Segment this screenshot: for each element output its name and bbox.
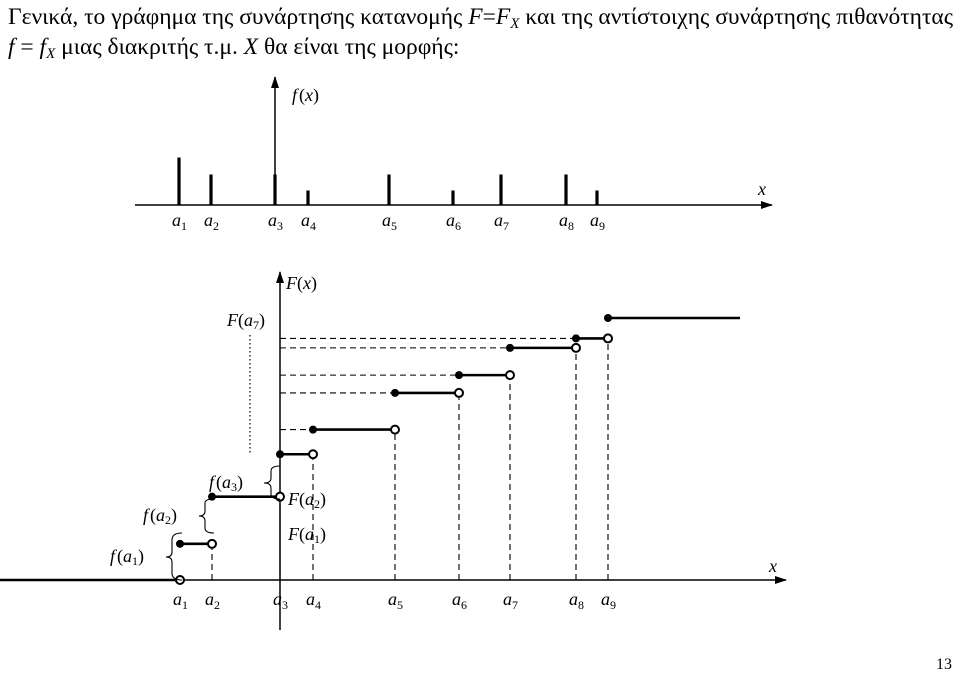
intro-X: X xyxy=(243,34,259,60)
label-F-a2: F(a2) xyxy=(288,489,326,511)
intro-text: Γενικά, το γράφημα της συνάρτησης κατανομής xyxy=(8,4,463,30)
intro-equals: = xyxy=(20,34,34,60)
pmf-tick-a1: $a_1$ xyxy=(172,210,187,233)
cdf-tick-a4: $a_4$ xyxy=(306,589,321,612)
cdf-steps xyxy=(0,314,740,584)
pmf-tick-a2: $a_2$ xyxy=(204,210,219,233)
cdf-open-point-a5 xyxy=(391,426,399,434)
intro-text: θα είναι της μορφής: xyxy=(263,34,460,60)
cdf-guide-lines xyxy=(212,338,608,580)
cdf-tick-a9: $a_9$ xyxy=(601,589,616,612)
pmf-tick-a7: $a_7$ xyxy=(494,210,509,233)
brace-f-a2 xyxy=(199,499,214,533)
label-F-a7: F(a7) xyxy=(227,310,265,332)
cdf-open-point-a4 xyxy=(309,450,317,458)
cdf-filled-point-a9 xyxy=(604,314,612,322)
cdf-filled-point-a8 xyxy=(572,334,580,342)
label-f-a2: f (a2) xyxy=(143,505,178,527)
pmf-plot xyxy=(135,77,772,233)
pmf-tick-a6: $a_6$ xyxy=(446,210,461,233)
pmf-tick-a3: $a_3$ xyxy=(268,210,283,233)
cdf-filled-point-a1 xyxy=(176,540,184,548)
cdf-x-axis-label: x xyxy=(769,556,777,576)
cdf-tick-a5: $a_5$ xyxy=(388,589,403,612)
cdf-tick-a2: $a_2$ xyxy=(205,589,220,612)
intro-f-X: f xyxy=(39,34,47,60)
cdf-filled-point-a3 xyxy=(276,450,284,458)
cdf-filled-point-a6 xyxy=(455,371,463,379)
pmf-tick-a5: $a_5$ xyxy=(382,210,397,233)
pmf-tick-a8: $a_8$ xyxy=(559,210,574,233)
intro-F: F xyxy=(468,4,483,30)
intro-subscript-X: X xyxy=(510,16,520,32)
cdf-tick-a3: $a_3$ xyxy=(273,589,288,612)
cdf-filled-point-a7 xyxy=(506,344,514,352)
cdf-filled-point-a5 xyxy=(391,389,399,397)
label-f-a3: f (a3) xyxy=(209,472,244,494)
cdf-plot xyxy=(0,272,786,630)
intro-subscript-X: X xyxy=(46,46,56,62)
pmf-tick-a9: $a_9$ xyxy=(590,210,605,233)
cdf-open-point-a9 xyxy=(604,334,612,342)
cdf-open-point-a6 xyxy=(455,389,463,397)
cdf-open-point-a7 xyxy=(506,371,514,379)
cdf-tick-labels xyxy=(173,589,616,612)
cdf-y-axis-label: F(x) xyxy=(286,273,317,293)
intro-text: και της αντίστοιχης συνάρτησης πιθανότητας xyxy=(525,4,954,30)
page-number: 13 xyxy=(936,656,952,673)
label-f-a1: f (a1) xyxy=(110,546,145,568)
pmf-tick-a4: $a_4$ xyxy=(301,210,316,233)
intro-equals: = xyxy=(482,4,496,30)
cdf-tick-a6: $a_6$ xyxy=(452,589,467,612)
cdf-tick-a8: $a_8$ xyxy=(569,589,584,612)
intro-text: μιας διακριτής τ.μ. xyxy=(61,34,238,60)
intro-f: f xyxy=(8,34,15,60)
cdf-filled-point-a4 xyxy=(309,426,317,434)
intro-F-X: F xyxy=(495,4,511,30)
pmf-tick-labels xyxy=(172,210,605,233)
cdf-open-point-a8 xyxy=(572,344,580,352)
pmf-y-axis-label: f (x) xyxy=(292,85,320,105)
cdf-tick-a7: $a_7$ xyxy=(503,589,518,612)
label-F-a1: F(a1) xyxy=(288,524,326,546)
cdf-open-point-a2 xyxy=(208,540,216,548)
cdf-tick-a1: $a_1$ xyxy=(173,589,188,612)
pmf-x-axis-label: x xyxy=(758,179,766,199)
pmf-bars xyxy=(179,158,597,206)
